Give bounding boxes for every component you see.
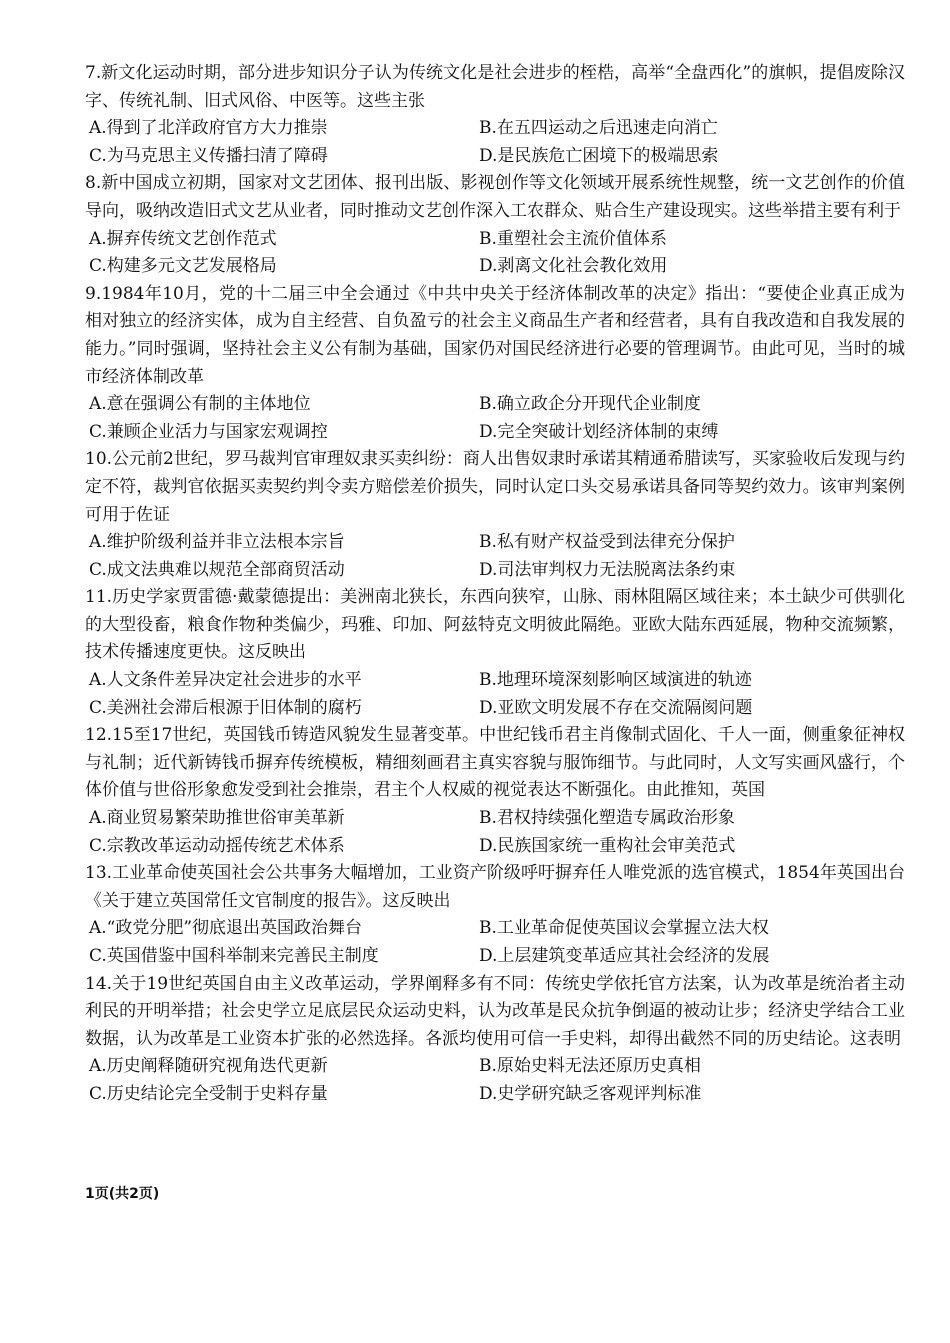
question-8 xyxy=(85,170,905,280)
question-13 xyxy=(85,860,905,970)
option-b: B.私有财产权益受到法律充分保护 xyxy=(479,532,735,553)
option-d: D.剥离文化社会教化效用 xyxy=(479,256,668,277)
option-d: D.史学研究缺乏客观评判标准 xyxy=(479,1083,702,1104)
question-9 xyxy=(85,281,905,447)
option-d: D.是民族危亡困境下的极端思索 xyxy=(479,145,719,166)
option-c: C.英国借鉴中国科举制来完善民主制度 xyxy=(89,946,379,966)
option-b: B.原始史料无法还原历史真相 xyxy=(479,1056,701,1077)
option-a: A.人文条件差异决定社会进步的水平 xyxy=(89,670,362,691)
option-d: D.上层建筑变革适应其社会经济的发展 xyxy=(479,946,770,966)
option-b: B.地理环境深刻影响区域演进的轨迹 xyxy=(479,670,752,691)
question-stem: 10.公元前2世纪，罗马裁判官审理奴隶买卖纠纷：商人出售奴隶时承诺其精通希腊读写，买家验收后发现与约定不符，裁判官依据买卖契约判令卖方赔偿差价损失，同时认定口头交易承诺具备同等契约效力。该审判案例可用于佐证 xyxy=(85,449,905,525)
options-grid xyxy=(85,529,905,584)
question-stem: 11.历史学家贾雷德·戴蒙德提出：美洲南北狭长，东西向狭窄，山脉、雨林阻隔区域往来；本土缺少可供驯化的大型役畜，粮食作物种类偏少，玛雅、印加、阿兹特克文明彼此隔绝。亚欧大陆东西延展，物种交流频繁，技术传播速度更快。这反映出 xyxy=(85,587,905,663)
options-grid xyxy=(85,226,905,281)
option-a: A.意在强调公有制的主体地位 xyxy=(89,394,311,415)
page-footer: 1页(共2页) xyxy=(85,1186,160,1202)
option-a: A.摒弃传统文艺创作范式 xyxy=(89,228,277,249)
option-b: B.工业革命促使英国议会掌握立法大权 xyxy=(479,918,769,939)
option-c: C.美洲社会滞后根源于旧体制的腐朽 xyxy=(89,697,362,718)
question-stem: 7.新文化运动时期，部分进步知识分子认为传统文化是社会进步的桎梏，高举“全盘西化”的旗帜，提倡废除汉字、传统礼制、旧式风俗、中医等。这些主张 xyxy=(85,63,905,111)
option-c: C.历史结论完全受制于史料存量 xyxy=(89,1083,328,1104)
option-d: D.完全突破计划经济体制的束缚 xyxy=(479,421,719,442)
question-stem: 14.关于19世纪英国自由主义改革运动，学界阐释多有不同：传统史学依托官方法案，认为改革是统治者主动利民的开明举措；社会史学立足底层民众运动史料，认为改革是民众抗争倒逼的被动让步；经济史学结合工业数据，认为改革是工业资本扩张的必然选择。各派均使用可信一手史料，却得出截然不同的历史结论。这表明 xyxy=(85,973,905,1049)
options-grid xyxy=(85,1053,905,1108)
option-b: B.重塑社会主流价值体系 xyxy=(479,228,667,249)
option-d: D.亚欧文明发展不存在交流隔阂问题 xyxy=(479,697,753,718)
option-c: C.宗教改革运动动摇传统艺术体系 xyxy=(89,835,345,856)
option-c: C.成文法典难以规范全部商贸活动 xyxy=(89,559,345,580)
question-12 xyxy=(85,722,905,860)
exam-page xyxy=(85,60,905,1109)
options-grid xyxy=(85,805,905,860)
options-grid xyxy=(85,391,905,446)
options-grid xyxy=(85,915,905,970)
option-a: A.商业贸易繁荣助推世俗审美革新 xyxy=(89,808,345,829)
question-stem: 9.1984年10月，党的十二届三中全会通过《中共中央关于经济体制改革的决定》指出：“要使企业真正成为相对独立的经济实体，成为自主经营、自负盈亏的社会主义商品生产者和经营者，具有自我改造和自我发展的能力。”同时强调，坚持社会主义公有制为基础，国家仍对国民经济进行必要的管理调节。由此可见，当时的城市经济体制改革 xyxy=(85,283,905,387)
option-b: B.确立政企分开现代企业制度 xyxy=(479,394,701,415)
option-c: C.为马克思主义传播扫清了障碍 xyxy=(89,145,328,166)
options-grid xyxy=(85,115,905,170)
option-c: C.构建多元文艺发展格局 xyxy=(89,256,277,277)
option-b: B.君权持续强化塑造专属政治形象 xyxy=(479,808,735,829)
option-c: C.兼顾企业活力与国家宏观调控 xyxy=(89,421,328,442)
question-stem: 13.工业革命使英国社会公共事务大幅增加，工业资产阶级呼吁摒弃任人唯党派的选官模式，1854年英国出台《关于建立英国常任文官制度的报告》。这反映出 xyxy=(85,863,905,911)
option-d: D.民族国家统一重构社会审美范式 xyxy=(479,835,736,856)
question-14 xyxy=(85,971,905,1109)
question-stem: 8.新中国成立初期，国家对文艺团体、报刊出版、影视创作等文化领域开展系统性规整，统一文艺创作的价值导向，吸纳改造旧式文艺从业者，同时推动文艺创作深入工农群众、贴合生产建设现实。这些举措主要有利于 xyxy=(85,173,905,221)
question-7 xyxy=(85,60,905,170)
option-a: A.维护阶级利益并非立法根本宗旨 xyxy=(89,532,345,553)
question-10 xyxy=(85,446,905,584)
option-a: A.得到了北洋政府官方大力推崇 xyxy=(89,118,328,139)
question-11 xyxy=(85,584,905,722)
options-grid xyxy=(85,667,905,722)
question-stem: 12.15至17世纪，英国钱币铸造风貌发生显著变革。中世纪钱币君主肖像制式固化、千人一面，侧重象征神权与礼制；近代新铸钱币摒弃传统模板，精细刻画君主真实容貌与服饰细节。与此同时，人文写实画风盛行，个体价值与世俗形象愈发受到社会推崇，君主个人权威的视觉表达不断强化。由此推知，英国 xyxy=(85,725,905,801)
option-d: D.司法审判权力无法脱离法条约束 xyxy=(479,559,736,580)
option-a: A.历史阐释随研究视角迭代更新 xyxy=(89,1056,328,1077)
option-b: B.在五四运动之后迅速走向消亡 xyxy=(479,118,718,139)
option-a: A.“政党分肥”彻底退出英国政治舞台 xyxy=(89,918,363,939)
